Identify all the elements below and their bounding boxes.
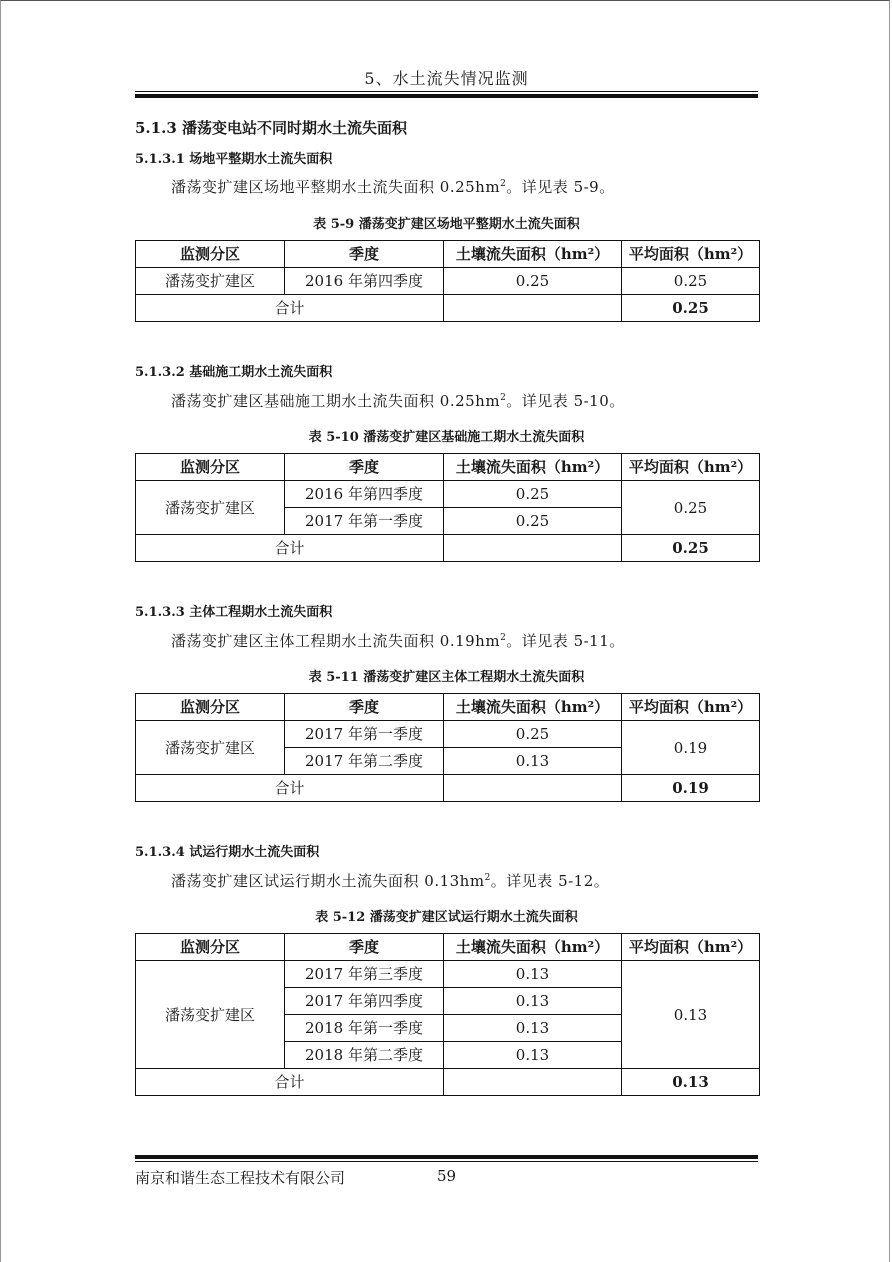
table-5-11 bbox=[135, 693, 760, 802]
total-value: 0.25 bbox=[622, 295, 760, 322]
column-header: 平均面积（hm²） bbox=[622, 454, 760, 481]
quarter-cell: 2016 年第四季度 bbox=[285, 268, 444, 295]
table-caption: 表 5-10 潘荡变扩建区基础施工期水土流失面积 bbox=[308, 430, 585, 445]
empty-cell bbox=[444, 295, 622, 322]
table-header-row bbox=[136, 454, 760, 481]
subsection-heading: 5.1.3.1 场地平整期水土流失面积 bbox=[135, 152, 333, 167]
quarter-cell: 2017 年第一季度 bbox=[285, 721, 444, 748]
table-caption: 表 5-12 潘荡变扩建区试运行期水土流失面积 bbox=[315, 910, 578, 925]
area-cell: 0.25 bbox=[444, 481, 622, 508]
column-header: 土壤流失面积（hm²） bbox=[444, 694, 622, 721]
column-header: 土壤流失面积（hm²） bbox=[444, 241, 622, 268]
avg-cell: 0.25 bbox=[622, 268, 760, 295]
subsection-heading: 5.1.3.3 主体工程期水土流失面积 bbox=[135, 605, 333, 620]
page-number: 59 bbox=[437, 1167, 457, 1185]
zone-cell: 潘荡变扩建区 bbox=[136, 721, 285, 775]
area-cell: 0.13 bbox=[444, 961, 622, 988]
column-header: 土壤流失面积（hm²） bbox=[444, 454, 622, 481]
table-row bbox=[136, 268, 760, 295]
area-cell: 0.13 bbox=[444, 1042, 622, 1069]
paragraph: 潘荡变扩建区场地平整期水土流失面积 $0.25hm^2$。详见表 5-9。 bbox=[171, 178, 615, 196]
column-header: 季度 bbox=[285, 694, 444, 721]
column-header: 监测分区 bbox=[136, 694, 285, 721]
table-5-12 bbox=[135, 933, 760, 1096]
quarter-cell: 2018 年第二季度 bbox=[285, 1042, 444, 1069]
avg-cell: 0.19 bbox=[622, 721, 760, 775]
total-label: 合计 bbox=[136, 775, 444, 802]
empty-cell bbox=[444, 1069, 622, 1096]
total-label: 合计 bbox=[136, 1069, 444, 1096]
table-5-10 bbox=[135, 453, 760, 562]
area-cell: 0.13 bbox=[444, 748, 622, 775]
quarter-cell: 2018 年第一季度 bbox=[285, 1015, 444, 1042]
zone-cell: 潘荡变扩建区 bbox=[136, 481, 285, 535]
total-value: 0.13 bbox=[622, 1069, 760, 1096]
total-label: 合计 bbox=[136, 295, 444, 322]
column-header: 土壤流失面积（hm²） bbox=[444, 934, 622, 961]
quarter-cell: 2016 年第四季度 bbox=[285, 481, 444, 508]
area-cell: 0.13 bbox=[444, 1015, 622, 1042]
paragraph: 潘荡变扩建区基础施工期水土流失面积 $0.25hm^2$。详见表 5-10。 bbox=[171, 392, 625, 410]
total-label: 合计 bbox=[136, 535, 444, 562]
footer-company: 南京和谐生态工程技术有限公司 bbox=[135, 1169, 346, 1187]
zone-cell: 潘荡变扩建区 bbox=[136, 961, 285, 1069]
total-row bbox=[136, 775, 760, 802]
empty-cell bbox=[444, 775, 622, 802]
total-value: 0.19 bbox=[622, 775, 760, 802]
area-cell: 0.25 bbox=[444, 268, 622, 295]
column-header: 季度 bbox=[285, 934, 444, 961]
footer-rule-thin bbox=[135, 1161, 758, 1162]
empty-cell bbox=[444, 535, 622, 562]
running-header: 5、水土流失情况监测 bbox=[364, 69, 529, 88]
column-header: 监测分区 bbox=[136, 934, 285, 961]
avg-cell: 0.25 bbox=[622, 481, 760, 535]
footer-rule-thick bbox=[135, 1155, 758, 1159]
column-header: 监测分区 bbox=[136, 241, 285, 268]
quarter-cell: 2017 年第四季度 bbox=[285, 988, 444, 1015]
column-header: 监测分区 bbox=[136, 454, 285, 481]
subsection-heading: 5.1.3.4 试运行期水土流失面积 bbox=[135, 845, 320, 860]
avg-cell: 0.13 bbox=[622, 961, 760, 1069]
column-header: 平均面积（hm²） bbox=[622, 934, 760, 961]
column-header: 平均面积（hm²） bbox=[622, 694, 760, 721]
header-rule-thick bbox=[135, 94, 758, 98]
table-row bbox=[136, 721, 760, 748]
table-header-row bbox=[136, 241, 760, 268]
paragraph: 潘荡变扩建区主体工程期水土流失面积 $0.19hm^2$。详见表 5-11。 bbox=[171, 632, 625, 650]
quarter-cell: 2017 年第三季度 bbox=[285, 961, 444, 988]
header-rule-thin bbox=[135, 91, 758, 92]
quarter-cell: 2017 年第一季度 bbox=[285, 508, 444, 535]
total-row bbox=[136, 295, 760, 322]
table-header-row bbox=[136, 934, 760, 961]
paragraph: 潘荡变扩建区试运行期水土流失面积 $0.13hm^2$。详见表 5-12。 bbox=[171, 872, 610, 890]
subsection-heading: 5.1.3.2 基础施工期水土流失面积 bbox=[135, 365, 333, 380]
area-cell: 0.25 bbox=[444, 508, 622, 535]
area-cell: 0.13 bbox=[444, 988, 622, 1015]
column-header: 季度 bbox=[285, 241, 444, 268]
table-caption: 表 5-11 潘荡变扩建区主体工程期水土流失面积 bbox=[308, 670, 585, 685]
column-header: 季度 bbox=[285, 454, 444, 481]
total-value: 0.25 bbox=[622, 535, 760, 562]
table-caption: 表 5-9 潘荡变扩建区场地平整期水土流失面积 bbox=[313, 217, 580, 232]
table-5-9 bbox=[135, 240, 760, 322]
table-row bbox=[136, 961, 760, 988]
table-row bbox=[136, 481, 760, 508]
total-row bbox=[136, 1069, 760, 1096]
table-header-row bbox=[136, 694, 760, 721]
zone-cell: 潘荡变扩建区 bbox=[136, 268, 285, 295]
total-row bbox=[136, 535, 760, 562]
quarter-cell: 2017 年第二季度 bbox=[285, 748, 444, 775]
area-cell: 0.25 bbox=[444, 721, 622, 748]
column-header: 平均面积（hm²） bbox=[622, 241, 760, 268]
section-heading: 5.1.3 潘荡变电站不同时期水土流失面积 bbox=[135, 119, 407, 137]
